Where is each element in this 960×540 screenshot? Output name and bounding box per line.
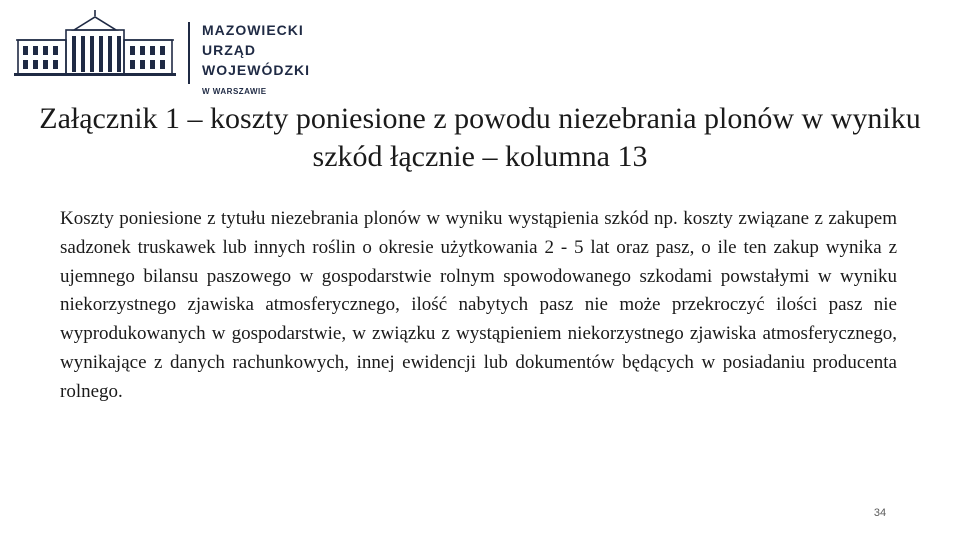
logo-line-3: W WARSZAWIE [202,87,267,96]
logo-line-2: URZĄD WOJEWÓDZKI [202,42,310,78]
slide-title: Załącznik 1 – koszty poniesione z powodu niezebrania plonów w wyniku szkód łącznie – kolumna 13 [39,102,921,173]
page-number: 34 [873,507,887,519]
logo-line-1: MAZOWIECKI [202,22,304,38]
logo-divider [188,22,190,84]
slide-body-text: Koszty poniesione z tytułu niezebrania plonów w wyniku wystąpienia szkód np. koszty związane z zakupem sadzonek truskawek lub innych roślin o okresie użytkowania 2 - 5 lat oraz pasz, o ile ten zakup wynika z ujemnego bilansu paszowego w gospodarstwie rolnym spowodowanego szkodami powstałymi w wyniku niekorzystnego zjawiska atmosferycznego, ilość nabytych pasz nie może przekroczyć ilości pasz nie wyprodukowanych w gospodarstwie, w związku z wystąpieniem niekorzystnego zjawiska atmosferycznego, wynikające z danych rachunkowych, innej ewidencji lub dokumentów będących w posiadaniu producenta rolnego. [60,208,897,402]
building-icon [14,8,176,78]
logo-text [202,20,364,102]
logo [14,8,364,96]
